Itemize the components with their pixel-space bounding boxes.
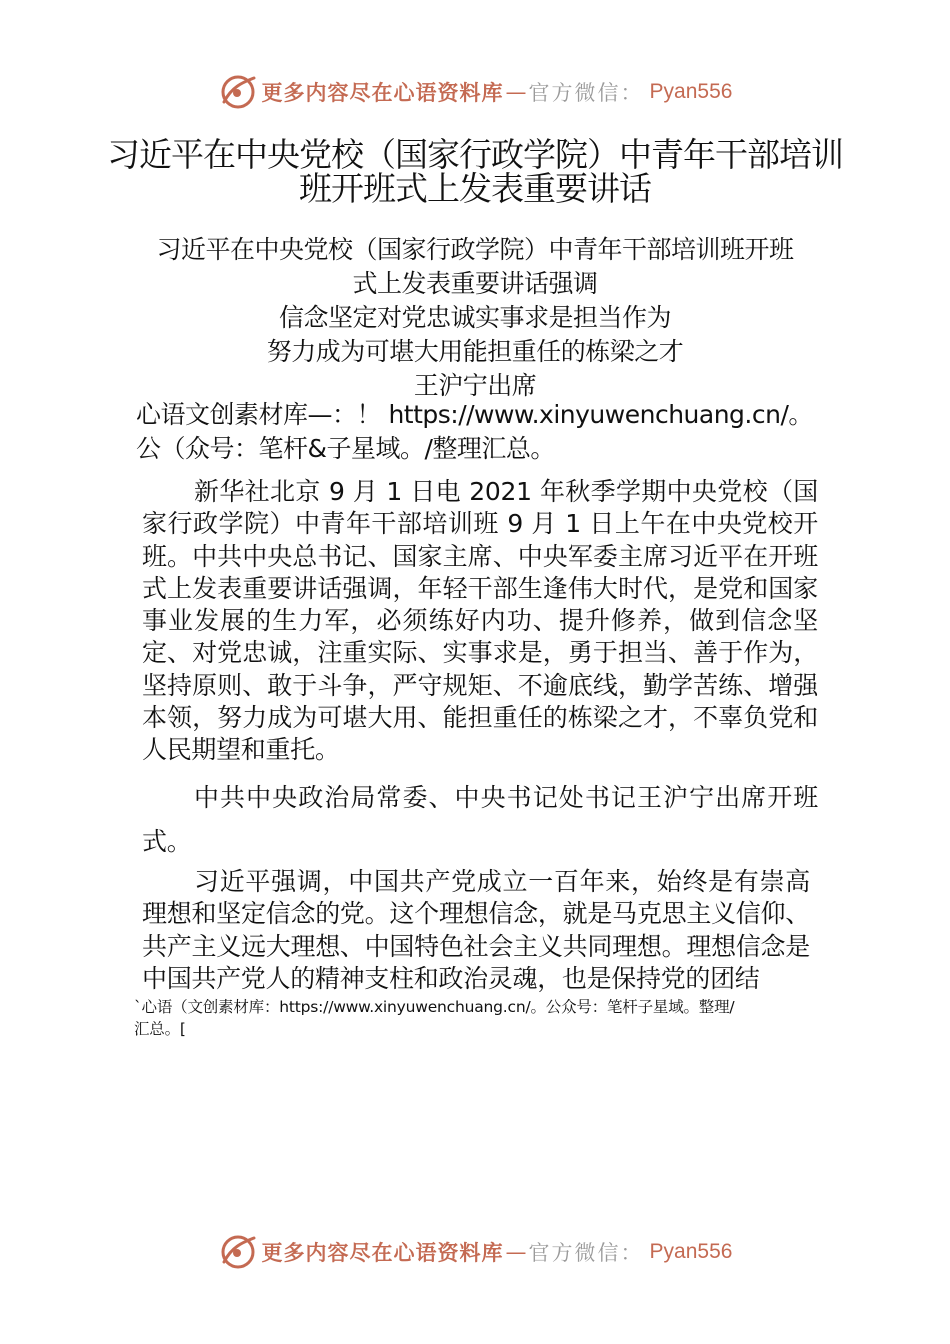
banner-wechat-label: 官方微信： (528, 1241, 644, 1265)
body-paragraph: 中共中央政治局常委、中央书记处书记王沪宁出席开班式。 (142, 783, 818, 856)
banner-wechat-handle: Pyan556 (649, 80, 733, 103)
body-paragraph: 新华社北京 9 月 1 日电 2021 年秋季学期中央党校（国家行政学院）中青年干部培训班 9 月 1 日上午在中央党校开班。中共中央总书记、国家主席、中央军委主席习近平在开班式上发表重要讲话强调，年轻干部生逢伟大时代，是党和国家事业发展的生力军，必须练好内功、提升修养，做到信念坚定、对党忠诚，注重实际、实事求是，勇于担当、善于作为，坚持原则、敢于斗争，严守规矩、不逾底线，勤学苦练、增强本领，努力成为可堪大用、能担重任的栋梁之才，不辜负党和人民期望和重托。 (142, 477, 818, 765)
subtitle-line: 王沪宁出席 (413, 371, 537, 400)
source-notice (136, 398, 836, 466)
footnote-line: `心语（文创素材库：https://www.xinyuwenchuang.cn/。公众号：笔杆子星域。整理/ (134, 998, 735, 1016)
subtitle-line: 式上发表重要讲话强调 (352, 269, 598, 298)
footnote-line: 汇总。[ (134, 1020, 186, 1038)
banner-dash: — (505, 1240, 527, 1264)
banner-main-text: 更多内容尽在心语资料库 (261, 80, 504, 105)
document-title: 习近平在中央党校（国家行政学院）中青年干部培训班开班式上发表重要讲话 (107, 135, 843, 208)
source-line: 公（众号：笔杆&子星域。/整理汇总。 (136, 434, 555, 463)
subtitle-line: 努力成为可堪大用能担重任的栋梁之才 (266, 337, 684, 366)
footnote (134, 996, 824, 1040)
source-line: 心语文创素材库—：！ https://www.xinyuwenchuang.cn/。 (136, 400, 813, 429)
banner-dash: — (505, 80, 527, 104)
banner-wechat-label: 官方微信： (528, 81, 644, 105)
logo-icon (218, 1232, 258, 1272)
footer-banner (0, 1230, 950, 1274)
logo-icon (218, 72, 258, 112)
subtitle-line: 信念坚定对党忠诚实事求是担当作为 (278, 303, 671, 332)
body-paragraph: 习近平强调，中国共产党成立一百年来，始终是有崇高理想和坚定信念的党。这个理想信念，就是马克思主义信仰、共产主义远大理想、中国特色社会主义共同理想。理想信念是中国共产党人的精神支柱和政治灵魂，也是保持党的团结 (142, 867, 810, 993)
subtitle-line: 习近平在中央党校（国家行政学院）中青年干部培训班开班 (156, 235, 794, 264)
banner-wechat-handle: Pyan556 (649, 1240, 733, 1263)
banner-main-text: 更多内容尽在心语资料库 (261, 1240, 504, 1265)
header-banner (0, 70, 950, 114)
subtitle-block (120, 233, 830, 403)
